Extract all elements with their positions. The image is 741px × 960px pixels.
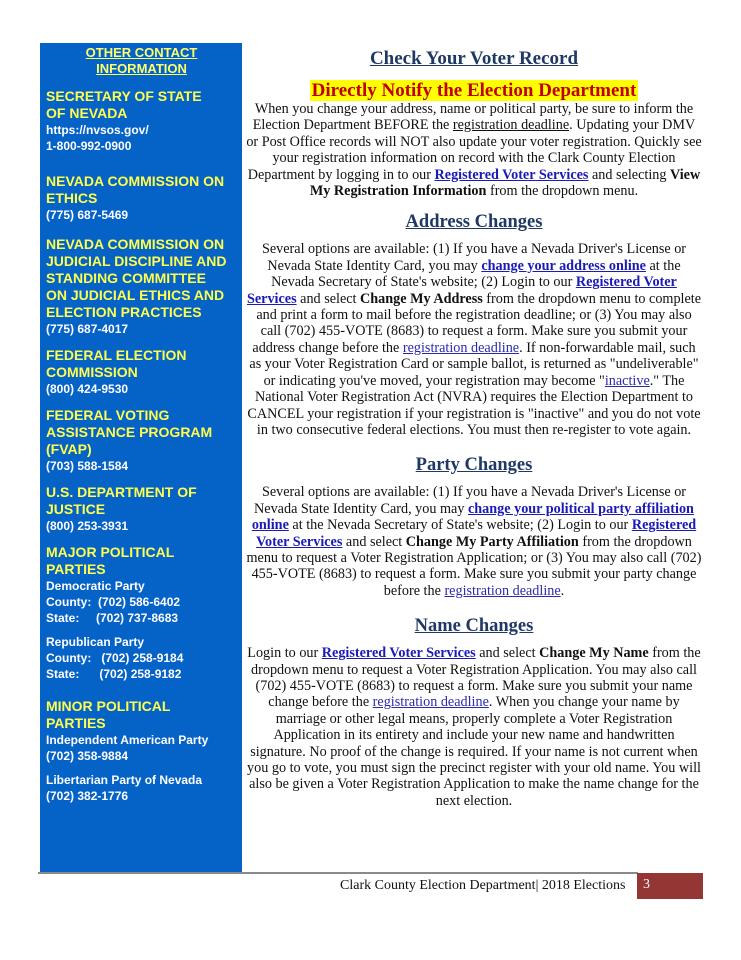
- change-address-online-link[interactable]: change your address online: [481, 257, 646, 274]
- phone-number: State: (702) 737-8683: [46, 611, 179, 625]
- phone-number: (800) 424-9530: [46, 382, 129, 396]
- phone-number: County: (702) 258-9184: [46, 651, 184, 665]
- phone-number: (702) 358-9884: [46, 749, 129, 763]
- registered-voter-services-link[interactable]: Registered Voter Services: [256, 517, 697, 550]
- section-heading-address: Address Changes: [405, 212, 543, 233]
- inactive-link[interactable]: inactive: [604, 372, 650, 389]
- party-name: Democratic Party: [46, 579, 145, 593]
- contact-secretary-of-state: [46, 88, 237, 154]
- contact-federal-election-commission: [46, 347, 237, 397]
- phone-number: (775) 687-4017: [46, 322, 129, 336]
- website-link[interactable]: https://nvsos.gov/: [46, 123, 149, 137]
- footer-divider: [38, 872, 638, 874]
- section-heading-party: Party Changes: [415, 455, 533, 476]
- contact-heading: U.S. DEPARTMENT OF JUSTICE: [46, 484, 197, 517]
- contact-ethics-commission: [46, 173, 237, 223]
- contact-heading: SECRETARY OF STATE OF NEVADA: [46, 88, 202, 121]
- contact-doj: [46, 484, 237, 534]
- page-title: Check Your Voter Record: [369, 48, 579, 69]
- highlight-heading: Directly Notify the Election Department: [311, 80, 637, 101]
- registered-voter-services-link[interactable]: Registered Voter Services: [321, 645, 476, 662]
- sidebar-title: OTHER CONTACT INFORMATION: [85, 45, 198, 76]
- phone-number: State: (702) 258-9182: [46, 667, 182, 681]
- phone-number: 1-800-992-0900: [46, 139, 132, 153]
- registered-voter-services-link[interactable]: Registered Voter Services: [434, 166, 589, 183]
- footer-text: Clark County Election Department| 2018 Elections: [340, 878, 626, 893]
- party-paragraph: Several options are available: (1) If you have a Nevada Driver's License or Nevada State Identity Card, you may change your political party affiliation online at the Nevada Secretary of State's website; (2) Login to our Registered Voter Services and select Change My Party Affiliation from the dropdown menu to request a Voter Registration Application; or (3) You may also call (702) 455-VOTE (8683) to request a form. Make sure you submit your party change before the registration deadline.: [246, 484, 702, 599]
- contact-heading: FEDERAL VOTING ASSISTANCE PROGRAM (FVAP): [46, 407, 213, 457]
- party-name: Libertarian Party of Nevada: [46, 773, 203, 787]
- page-number: 3: [637, 873, 703, 899]
- main-content: [246, 48, 702, 809]
- contact-judicial-discipline: [46, 236, 237, 337]
- contact-heading: MAJOR POLITICAL PARTIES: [46, 544, 175, 577]
- contact-heading: NEVADA COMMISSION ON JUDICIAL DISCIPLINE AND STANDING COMMITTEE ON JUDICIAL ETHICS AND ELECTION PRACTICES: [46, 236, 227, 320]
- contact-minor-parties: [46, 698, 237, 804]
- registration-deadline-link[interactable]: registration deadline: [444, 582, 561, 599]
- registration-deadline-link[interactable]: registration deadline: [372, 694, 489, 711]
- address-paragraph: Several options are available: (1) If you have a Nevada Driver's License or Nevada State Identity Card, you may change your address online at the Nevada Secretary of State's website; (2) Login to our Registered Voter Services and select Change My Address from the dropdown menu to complete and print a form to mail before the registration deadline; or (3) You may also call (702) 455-VOTE (8683) to request a form. Make sure you submit your address change before the registration deadline. If non-forwardable mail, such as your Voter Registration Card or sample ballot, is returned as "undeliverable" or indicating you've moved, your registration may become "inactive." The National Voter Registration Act (NVRA) requires the Election Department to CANCEL your registration if your registration is "inactive" and you do not vote in two consecutive federal elections. You must then re-register to vote again.: [246, 241, 702, 438]
- phone-number: (775) 687-5469: [46, 208, 129, 222]
- phone-number: (800) 253-3931: [46, 519, 129, 533]
- contact-heading: FEDERAL ELECTION COMMISSION: [46, 347, 187, 380]
- phone-number: County: (702) 586-6402: [46, 595, 181, 609]
- section-heading-name: Name Changes: [414, 616, 534, 637]
- change-party-online-link[interactable]: change your political party affiliation online: [251, 500, 694, 534]
- contact-sidebar: [40, 43, 242, 872]
- phone-number: (702) 382-1776: [46, 789, 129, 803]
- contact-major-parties: [46, 544, 237, 682]
- contact-heading: MINOR POLITICAL PARTIES: [46, 698, 171, 731]
- phone-number: (703) 588-1584: [46, 459, 129, 473]
- contact-fvap: [46, 407, 237, 474]
- party-name: Independent American Party: [46, 733, 209, 747]
- intro-paragraph: When you change your address, name or political party, be sure to inform the Election Department BEFORE the registration deadline. Updating your DMV or Post Office records will NOT also update your voter registration. Quickly see your registration information on record with the Clark County Election Department by logging in to our Registered Voter Services and selecting View My Registration Information from the dropdown menu.: [246, 101, 702, 200]
- registration-deadline-link[interactable]: registration deadline: [402, 339, 520, 356]
- registered-voter-services-link[interactable]: Registered Voter Services: [246, 274, 677, 307]
- contact-heading: NEVADA COMMISSION ON ETHICS: [46, 173, 225, 206]
- party-name: Republican Party: [46, 635, 145, 649]
- name-paragraph: Login to our Registered Voter Services and select Change My Name from the dropdown menu to request a Voter Registration Application. You may also call (702) 455-VOTE (8683) to request a form. Make sure you submit your name change before the registration deadline. When you change your name by marriage or other legal means, properly complete a Voter Registration Application in its entirety and include your new name and handwritten signature. No proof of the change is required. If your name is not current when you go to vote, you must sign the precinct register with your old name. You will also be given a Voter Registration Application to make the name change for the next election.: [247, 645, 701, 809]
